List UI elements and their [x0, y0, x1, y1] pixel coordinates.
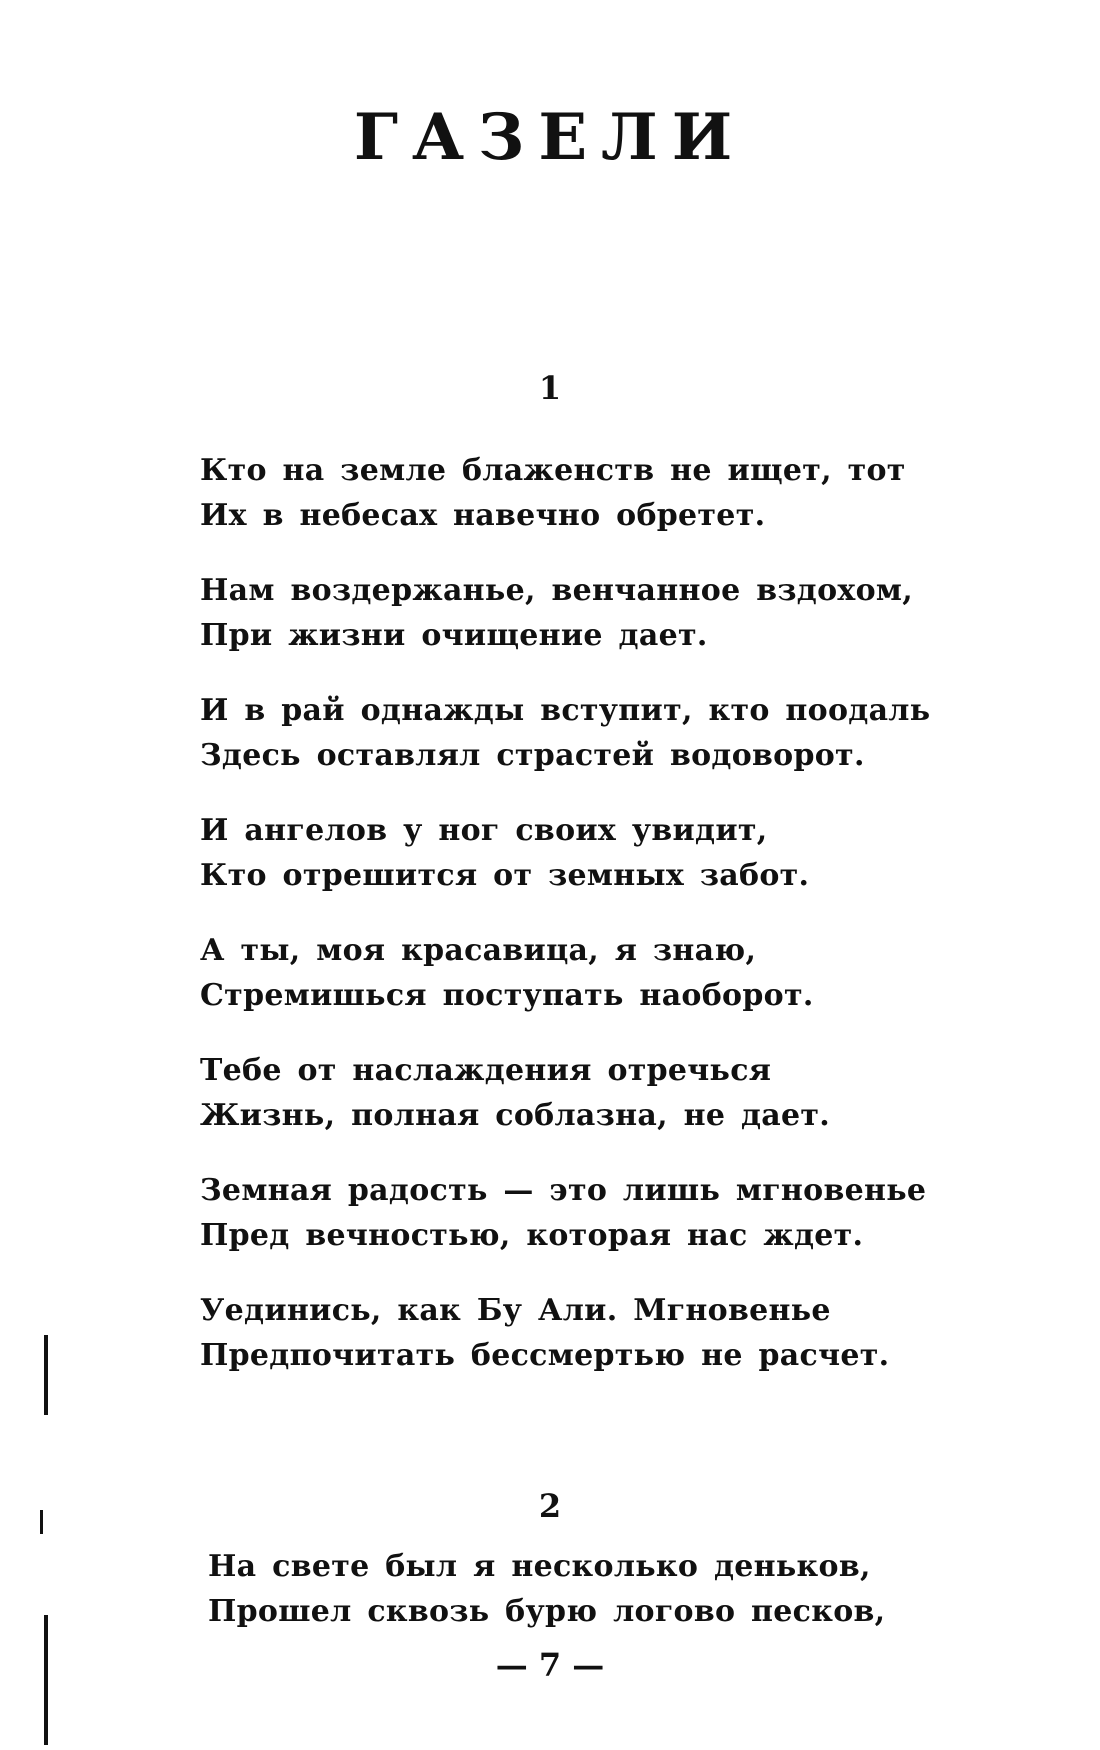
verse-line: Предпочитать бессмертью не расчет.	[200, 1338, 890, 1373]
verse-line: Их в небесах навечно обретет.	[200, 498, 766, 533]
page-title: ГАЗЕЛИ	[353, 100, 747, 175]
verse-line: И ангелов у ног своих увидит,	[200, 813, 768, 848]
verse-line: Тебе от наслаждения отречься	[200, 1053, 772, 1088]
couplet	[200, 808, 1000, 898]
couplet	[200, 1048, 1000, 1138]
couplet	[200, 688, 1000, 778]
verse-line: Пред вечностью, которая нас ждет.	[200, 1218, 864, 1253]
scan-artifact	[44, 1615, 48, 1745]
verse-line: Кто на земле блаженств не ищет, тот	[200, 453, 906, 488]
couplet	[200, 568, 1000, 658]
poem-1	[200, 448, 1000, 1408]
verse-line: При жизни очищение дает.	[200, 618, 708, 653]
verse-line: А ты, моя красавица, я знаю,	[200, 933, 757, 968]
poem-number: 2	[538, 1487, 562, 1525]
couplet	[208, 1544, 1008, 1634]
poem-number: 1	[538, 369, 562, 407]
verse-line: Нам воздержанье, венчанное вздохом,	[200, 573, 914, 608]
scan-artifact	[44, 1335, 48, 1415]
verse-line: Здесь оставлял страстей водоворот.	[200, 738, 865, 773]
couplet	[200, 928, 1000, 1018]
verse-line: Стремишься поступать наоборот.	[200, 978, 814, 1013]
verse-line: И в рай однажды вступит, кто поодаль	[200, 693, 931, 728]
couplet	[200, 1168, 1000, 1258]
page-number: — 7 —	[495, 1646, 605, 1684]
verse-line: Кто отрешится от земных забот.	[200, 858, 810, 893]
verse-line: Прошел сквозь бурю логово песков,	[208, 1594, 886, 1629]
verse-line: Уединись, как Бу Али. Мгновенье	[200, 1293, 831, 1328]
scan-artifact	[40, 1510, 43, 1534]
couplet	[200, 448, 1000, 538]
couplet	[200, 1288, 1000, 1378]
verse-line: На свете был я несколько деньков,	[208, 1549, 871, 1584]
verse-line: Земная радость — это лишь мгновенье	[200, 1173, 927, 1208]
verse-line: Жизнь, полная соблазна, не дает.	[200, 1098, 831, 1133]
